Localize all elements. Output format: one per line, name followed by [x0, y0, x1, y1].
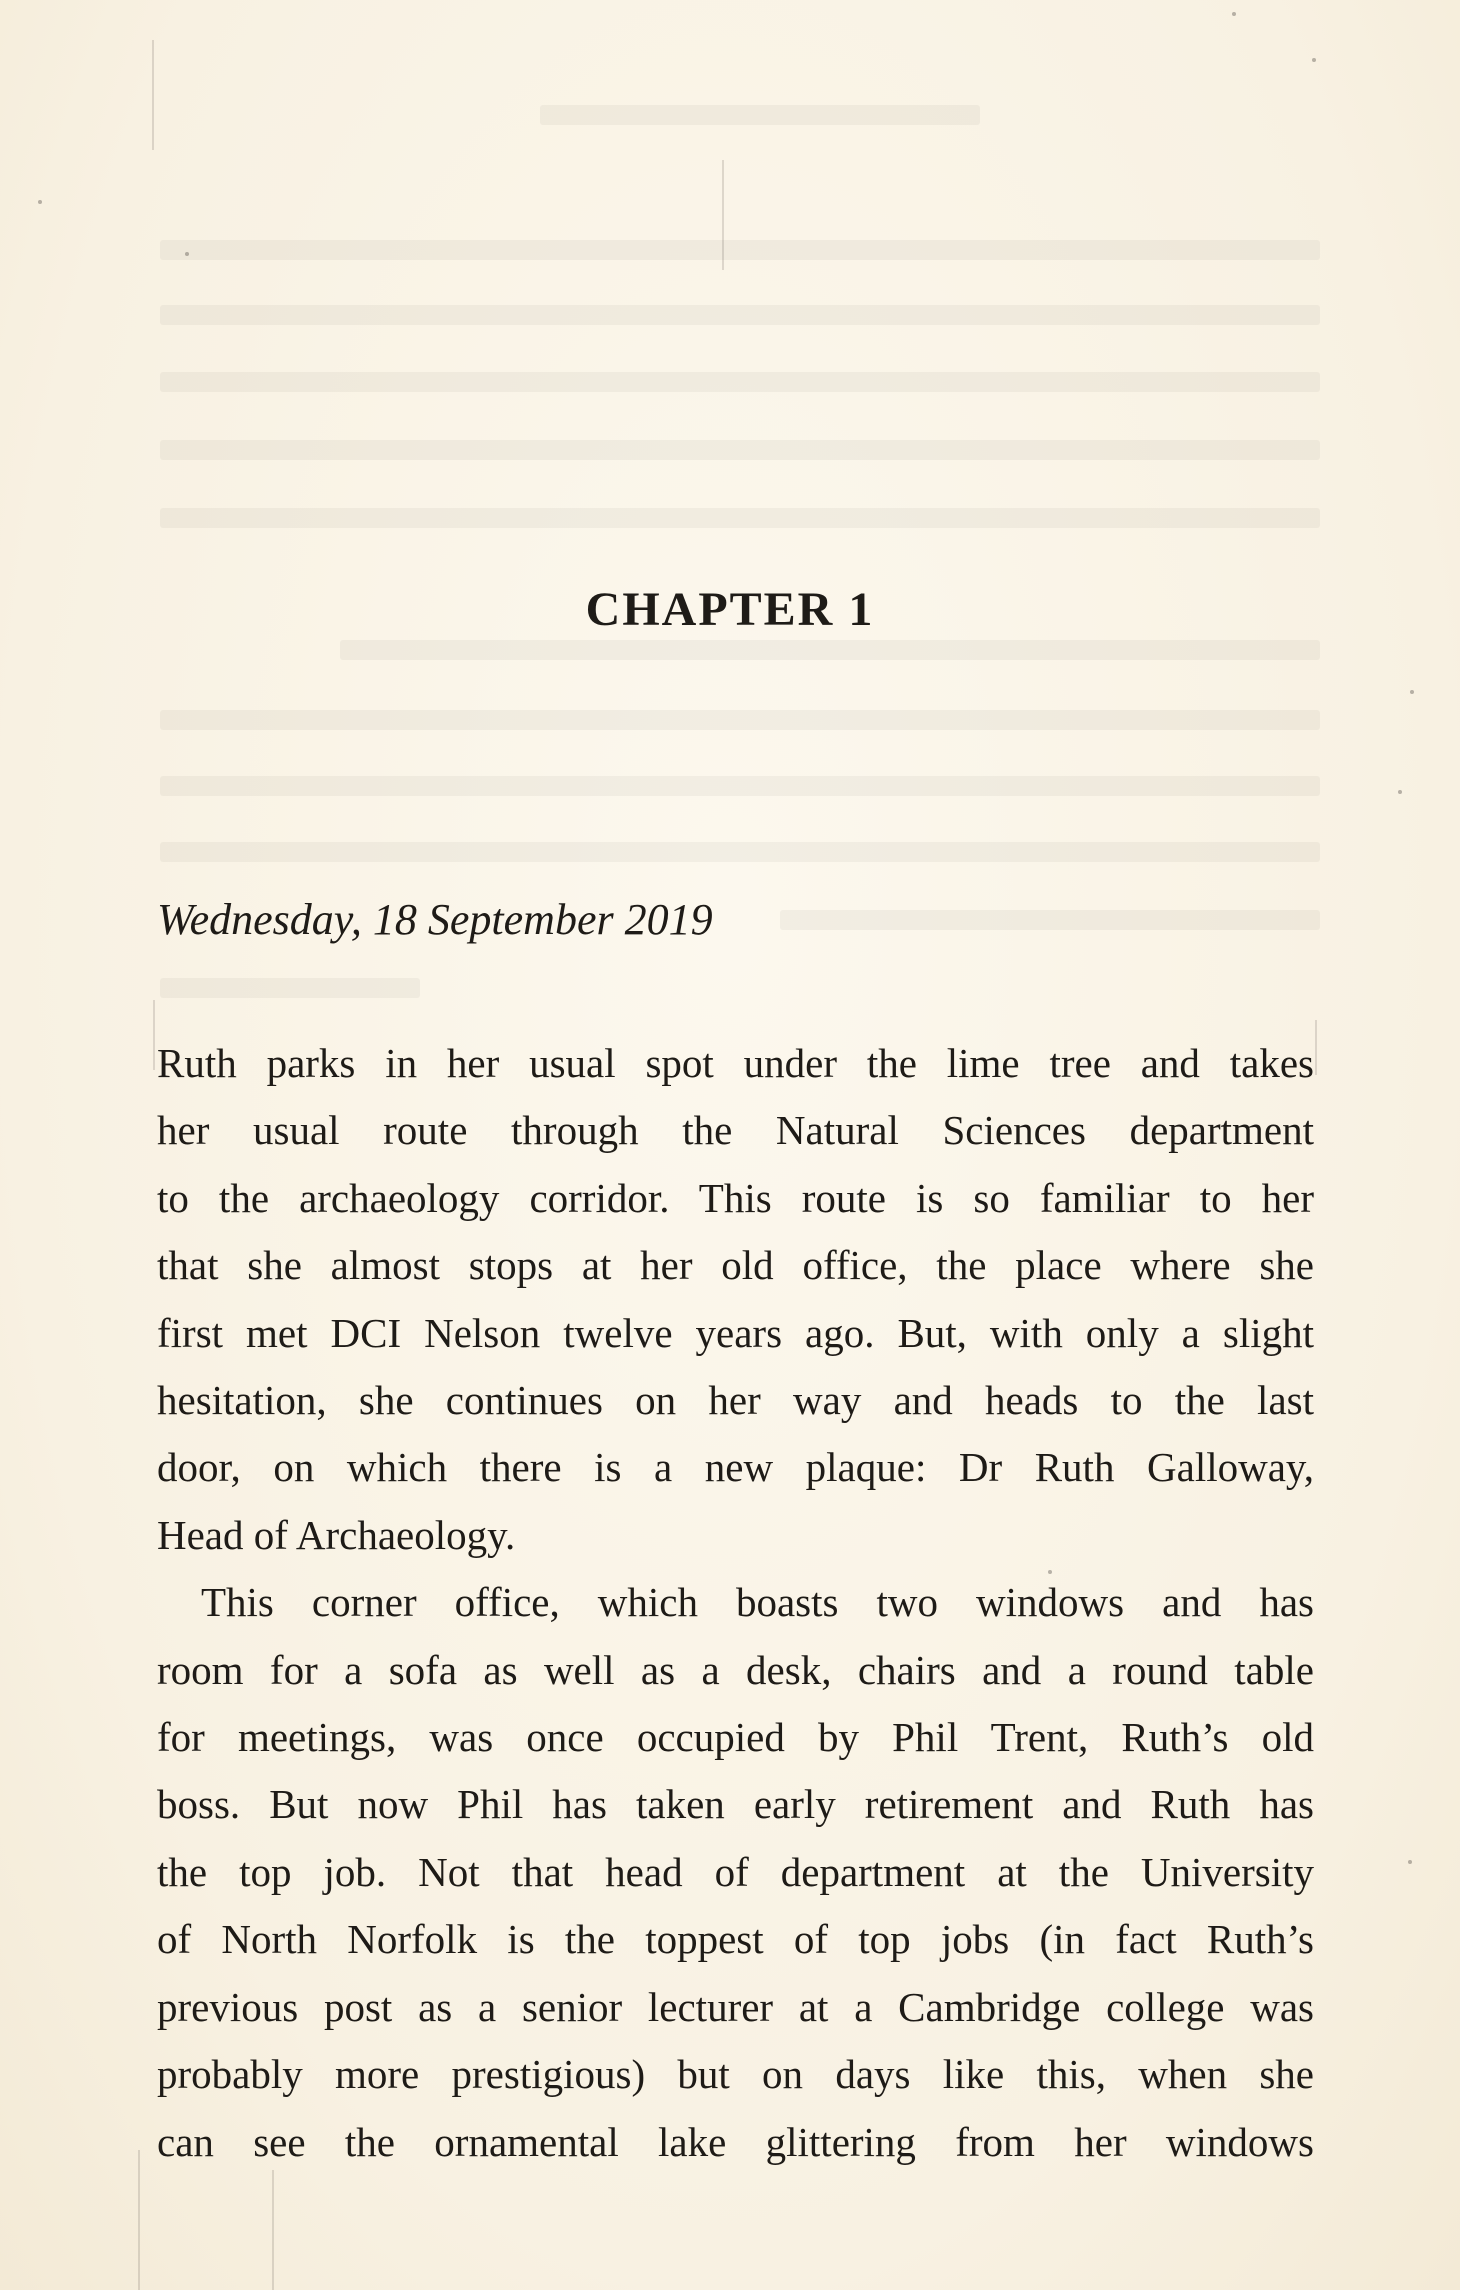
text-line: previous post as a senior lecturer at a Cambridge college was	[157, 1983, 1314, 2030]
text-line: door, on which there is a new plaque: Dr Ruth Galloway,	[157, 1444, 1314, 1491]
body-text	[157, 1030, 1314, 2176]
text-line: that she almost stops at her old office, the place where she	[157, 1242, 1314, 1289]
text-line: of North Norfolk is the toppest of top jobs (in fact Ruth’s	[157, 1916, 1314, 1963]
text-line: room for a sofa as well as a desk, chairs and a round table	[157, 1646, 1314, 1693]
text-line: Head of Archaeology.	[157, 1511, 516, 1558]
text-line: hesitation, she continues on her way and heads to the last	[157, 1377, 1314, 1424]
text-line: Ruth parks in her usual spot under the lime tree and takes	[157, 1040, 1314, 1086]
text-line: probably more prestigious) but on days like this, when she	[157, 2051, 1314, 2098]
text-line: can see the ornamental lake glittering from her windows	[157, 2118, 1314, 2165]
text-line: boss. But now Phil has taken early retirement and Ruth has	[157, 1781, 1314, 1828]
text-line: for meetings, was once occupied by Phil Trent, Ruth’s old	[157, 1714, 1314, 1761]
text-line: to the archaeology corridor. This route is so familiar to her	[157, 1174, 1314, 1221]
chapter-heading: CHAPTER 1	[585, 583, 875, 637]
text-line: her usual route through the Natural Sciences department	[157, 1107, 1314, 1154]
text-line: This corner office, which boasts two windows and has	[201, 1579, 1314, 1626]
text-line: first met DCI Nelson twelve years ago. But, with only a slight	[157, 1309, 1314, 1356]
text-line: the top job. Not that head of department at the University	[157, 1848, 1314, 1895]
chapter-date: Wednesday, 18 September 2019	[157, 895, 713, 944]
